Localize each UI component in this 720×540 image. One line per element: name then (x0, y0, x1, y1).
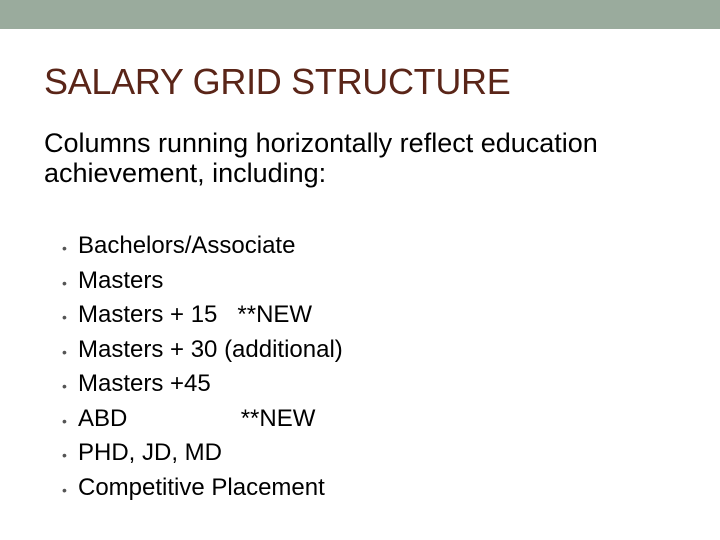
list-item-text: Masters +45 (78, 370, 211, 397)
list-item-text: ABD **NEW (78, 404, 316, 432)
bullet-icon: • (62, 309, 67, 325)
list-item-text: Masters + 30 (additional) (78, 335, 343, 363)
bullet-icon: • (62, 481, 67, 498)
bullet-icon: • (62, 343, 67, 360)
bullet-icon: • (62, 240, 67, 256)
top-accent-band (0, 0, 720, 29)
bullet-list (62, 230, 343, 506)
list-item-text: Masters + 15 **NEW (78, 301, 313, 328)
list-item-text: PHD, JD, MD (78, 439, 222, 466)
list-item (62, 230, 343, 265)
slide-title: SALARY GRID STRUCTURE (44, 61, 511, 102)
list-item (62, 265, 343, 300)
list-item (62, 472, 343, 507)
list-item-text: Bachelors/Associate (78, 232, 296, 259)
bullet-icon: • (62, 447, 67, 463)
list-item-text: Competitive Placement (78, 473, 325, 501)
list-item (62, 299, 343, 334)
intro-paragraph: Columns running horizontally reflect education achievement, including: (44, 128, 598, 188)
list-item (62, 368, 343, 403)
list-item (62, 334, 343, 369)
bullet-icon: • (62, 412, 67, 429)
list-item (62, 403, 343, 438)
bullet-icon: • (62, 274, 67, 291)
bullet-icon: • (62, 378, 67, 394)
list-item (62, 437, 343, 472)
list-item-text: Masters (78, 266, 164, 294)
